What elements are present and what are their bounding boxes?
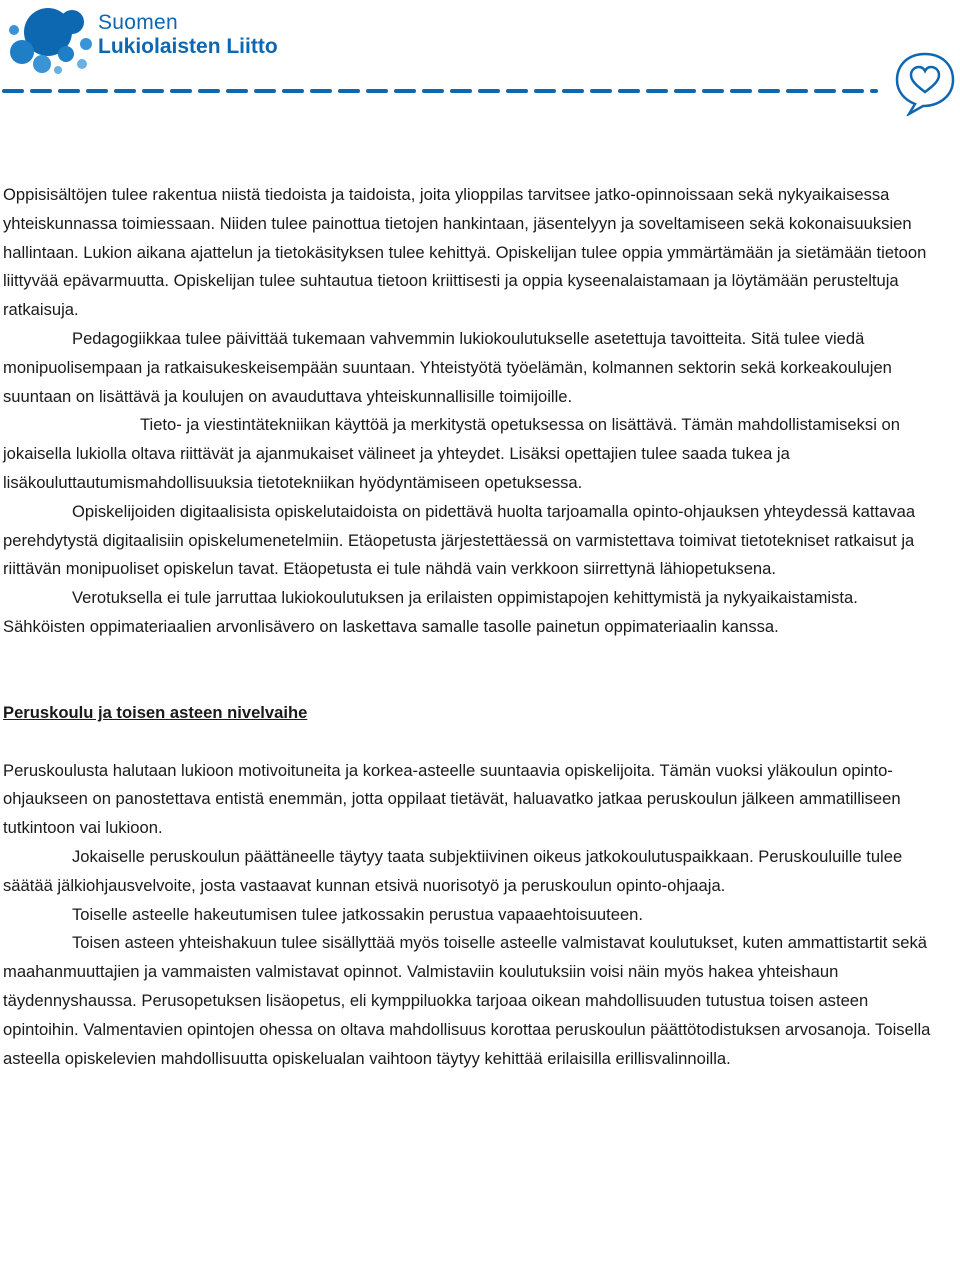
page-header bbox=[0, 0, 960, 120]
heart-speech-bubble-icon bbox=[893, 48, 957, 116]
paragraph: Verotuksella ei tule jarruttaa lukiokoulutuksen ja erilaisten oppimistapojen kehittymistä ja nykyaikaistamista. Sähköisten oppimateriaalien arvonlisävero on laskettava samalle tasolle painetun oppimateriaalin kanssa. bbox=[3, 588, 858, 636]
section-heading: Peruskoulu ja toisen asteen nivelvaihe bbox=[3, 702, 308, 722]
paragraph: Toisen asteen yhteishakuun tulee sisällyttää myös toiselle asteelle valmistavat koulutukset, kuten ammattistartit sekä maahanmuuttajien ja vammaisten valmistavat opinnot. Valmistaviin koulutuksiin voisi näin myös hakea yhteishaun täydennyshaussa. Perusopetuksen lisäopetus, eli kymppiluokka tarjoaa oikean mahdollisuuden tutustua toisen asteen opintoihin. Valmentavien opintojen ohessa on oltava mahdollisuus korottaa peruskoulun päättötodistuksen arvosanoja. Toisella asteella opiskelevien mahdollisuutta opiskelualan vaihtoon täytyy kehittää erilaisilla erillisvalinnoilla. bbox=[3, 933, 931, 1068]
header-dashed-divider bbox=[0, 86, 880, 96]
paragraph: Peruskoulusta halutaan lukioon motivoituneita ja korkea-asteelle suuntaavia opiskelijoita. Tämän vuoksi yläkoulun opinto-ohjaukseen on panostettava entistä enemmän, jotta oppilaat tietävät, haluavatko jatkaa peruskoulun jälkeen ammatilliseen tutkintoon vai lukioon. bbox=[3, 760, 901, 838]
logo-dots-icon bbox=[8, 4, 96, 76]
org-name-line2: Lukiolaisten Liitto bbox=[98, 35, 278, 58]
document-body bbox=[3, 181, 933, 1073]
paragraph: Pedagogiikkaa tulee päivittää tukemaan vahvemmin lukiokoulutukselle asetettuja tavoitteita. Sitä tulee viedä monipuolisempaan ja ratkaisukeskeisempään suuntaan. Yhteistyötä työelämän, kolmannen sektorin sekä korkeakoulujen suuntaan on lisättävä ja koulujen on avauduttava yhteiskunnallisille toimijoille. bbox=[3, 328, 892, 406]
paragraph: Opiskelijoiden digitaalisista opiskelutaidoista on pidettävä huolta tarjoamalla opinto-ohjauksen yhteydessä kattavaa perehdytystä digitaalisiin opiskelumenetelmiin. Etäopetusta järjestettäessä on varmistettava toimivat tietotekniset ratkaisut ja riittävän monipuoliset opiskelun tavat. Etäopetusta ei tule nähdä vain verkkoon siirrettynä lähiopetuksena. bbox=[3, 501, 916, 579]
paragraph: Tieto- ja viestintätekniikan käyttöä ja merkitystä opetuksessa on lisättävä. Tämän mahdollistamiseksi on jokaisella lukiolla oltava riittävät ja ajanmukaiset välineet ja yhteydet. Lisäksi opettajien tulee saada tukea ja lisäkouluttautumismahdollisuuksia tietotekniikan hyödyntämiseen opetuksessa. bbox=[3, 415, 900, 492]
paragraph: Toiselle asteelle hakeutumisen tulee jatkossakin perustua vapaaehtoisuuteen. bbox=[72, 904, 644, 924]
paragraph: Jokaiselle peruskoulun päättäneelle täytyy taata subjektiivinen oikeus jatkokoulutuspaikkaan. Peruskouluille tulee säätää jälkiohjausvelvoite, josta vastaavat kunnan etsivä nuorisotyö ja peruskoulun opinto-ohjaaja. bbox=[3, 846, 903, 895]
org-name-line1: Suomen bbox=[98, 11, 179, 34]
paragraph: Oppisisältöjen tulee rakentua niistä tiedoista ja taidoista, joita ylioppilas tarvitsee jatko-opinnoissaan sekä nykyaikaisessa yhteiskunnassa toimiessaan. Niiden tulee painottua tietojen hankintaan, jäsentelyyn ja soveltamiseen sekä kokonaisuuksien hallintaan. Lukion aikana ajattelun ja tietokäsityksen tulee kehittyä. Opiskelijan tulee oppia ymmärtämään ja sietämään tietoon liittyvää epävarmuutta. Opiskelijan tulee suhtautua tietoon kriittisesti ja oppia kyseenalaistamaan ja löytämään perusteltuja ratkaisuja. bbox=[3, 185, 927, 320]
organization-name bbox=[98, 12, 278, 57]
